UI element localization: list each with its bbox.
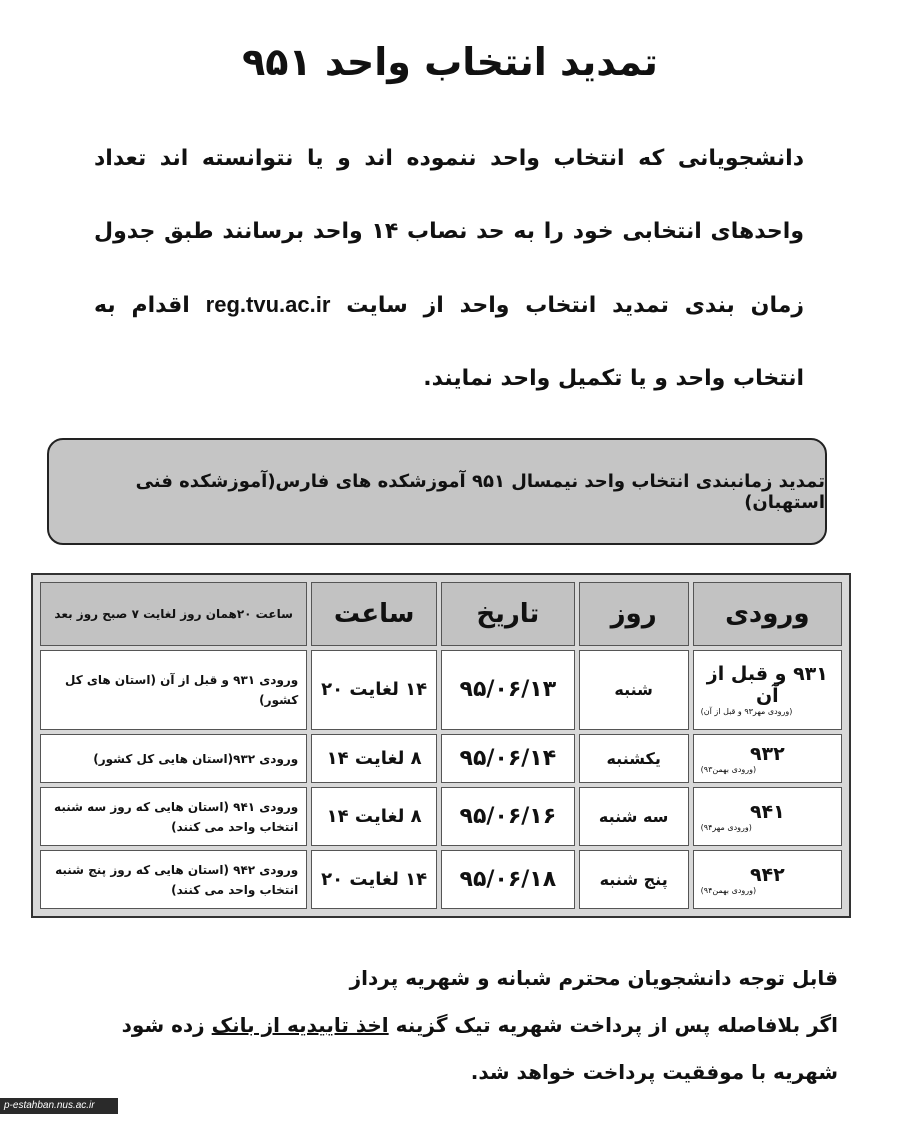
entry-main: ۹۳۱ و قبل از آن (706, 663, 828, 708)
entry-sub: (ورودی بهمن۹۴) (700, 886, 757, 896)
cell-hour: ۸ لغایت ۱۴ (311, 787, 437, 846)
entry-main: ۹۳۲ (749, 743, 785, 766)
cell-day: شنبه (579, 650, 689, 730)
cell-hour: ۱۴ لغایت ۲۰ (311, 850, 437, 909)
cell-hour: ۸ لغایت ۱۴ (311, 734, 437, 783)
cell-day: پنج شنبه (579, 850, 689, 909)
header-entry: ورودی (693, 582, 842, 646)
cell-entry (693, 650, 842, 730)
cell-note: ورودی ۹۳۲(استان هایی کل کشور) (40, 734, 307, 783)
cell-note: ورودی ۹۴۲ (استان هایی که روز پنج شنبه انتخاب واحد می کنند) (40, 850, 307, 909)
table-row (40, 850, 842, 909)
cell-entry (693, 787, 842, 846)
table-row (40, 650, 842, 730)
header-date: تاریخ (441, 582, 575, 646)
schedule-table-container (31, 573, 851, 918)
payment-notice (58, 955, 838, 1096)
table-row (40, 734, 842, 783)
payment-notice-text-2: زده شود شهریه با موفقیت پرداخت خواهد شد. (121, 1013, 838, 1084)
entry-sub: (ورودی مهر۹۳ و قبل از آن) (700, 707, 793, 717)
payment-notice-heading: قابل توجه دانشجویان محترم شبانه و شهریه پرداز (349, 966, 838, 990)
cell-entry (693, 850, 842, 909)
cell-date: ۹۵/۰۶/۱۳ (441, 650, 575, 730)
entry-sub: (ورودی مهر۹۴) (700, 823, 752, 833)
announcement-paragraph (94, 122, 804, 415)
header-day: روز (579, 582, 689, 646)
table-header-row (40, 582, 842, 646)
entry-main: ۹۴۲ (749, 864, 785, 887)
registration-site-link[interactable]: reg.tvu.ac.ir (205, 292, 331, 317)
cell-date: ۹۵/۰۶/۱۴ (441, 734, 575, 783)
cell-note: ورودی ۹۳۱ و قبل از آن (استان های کل کشور) (40, 650, 307, 730)
table-row (40, 787, 842, 846)
cell-hour: ۱۴ لغایت ۲۰ (311, 650, 437, 730)
cell-day: یکشنبه (579, 734, 689, 783)
header-hour: ساعت (311, 582, 437, 646)
entry-main: ۹۴۱ (749, 801, 785, 824)
cell-date: ۹۵/۰۶/۱۸ (441, 850, 575, 909)
payment-notice-text-1: اگر بلافاصله پس از پرداخت شهریه تیک گزینه (395, 1013, 838, 1037)
cell-day: سه شنبه (579, 787, 689, 846)
cell-date: ۹۵/۰۶/۱۶ (441, 787, 575, 846)
bank-confirmation-option: اخذ تاییدیه از بانک (211, 1013, 389, 1037)
page-title: تمدید انتخاب واحد ۹۵۱ (242, 40, 658, 84)
site-watermark: p-estahban.nus.ac.ir (0, 1098, 118, 1114)
announcement-text-2: اقدام به انتخاب واحد و یا تکمیل واحد نمایند. (94, 293, 804, 391)
announcement-text-1: دانشجویانی که انتخاب واحد ننموده اند و یا نتوانسته اند تعداد واحدهای انتخابی خود را به حد نصاب ۱۴ واحد برسانند طبق جدول زمان بندی تمدید انتخاب واحد از سایت (94, 146, 804, 318)
entry-sub: (ورودی بهمن۹۳) (700, 765, 757, 775)
cell-note: ورودی ۹۴۱ (استان هایی که روز سه شنبه انتخاب واحد می کنند) (40, 787, 307, 846)
header-note: ساعت ۲۰همان روز لغایت ۷ صبح روز بعد (40, 582, 307, 646)
schedule-table (36, 578, 846, 913)
schedule-banner-text: تمدید زمانبندی انتخاب واحد نیمسال ۹۵۱ آموزشکده های فارس(آموزشکده فنی استهبان) (135, 470, 825, 513)
cell-entry (693, 734, 842, 783)
payment-notice-body (58, 1002, 838, 1096)
schedule-banner (47, 438, 827, 545)
